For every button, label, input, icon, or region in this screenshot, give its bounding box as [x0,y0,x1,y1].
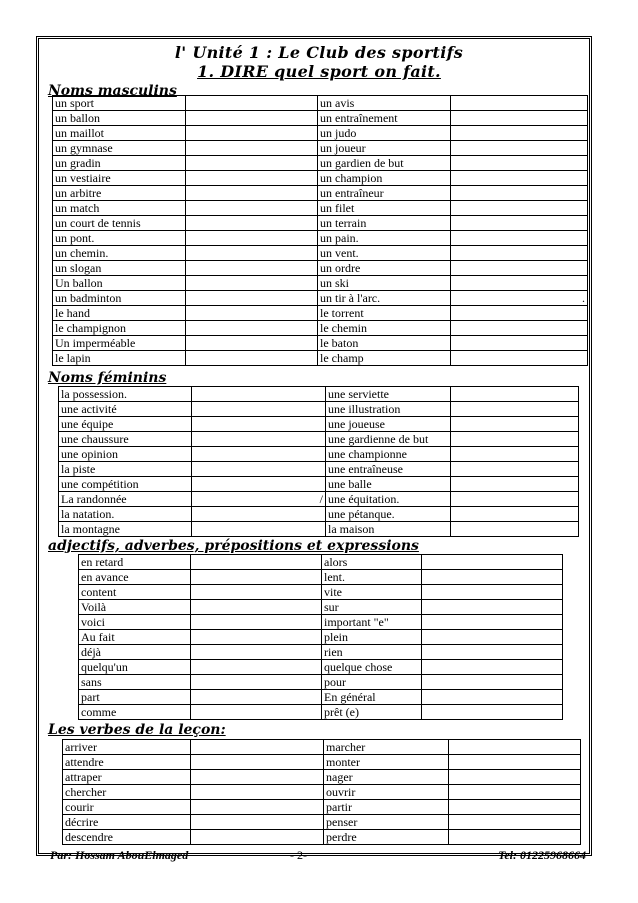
table-cell [422,555,563,570]
table-row [59,522,579,537]
section-heading-adjectifs: adjectifs, adverbes, prépositions et expressions [48,538,419,554]
table-cell: un tir à l'arc. [318,291,451,306]
table-cell: un ordre [318,261,451,276]
footer-author: Par: Hossam AbouElmaged [50,848,189,862]
table-cell: descendre [63,830,191,845]
table-cell: une gardienne de but [326,432,451,447]
table-cell: quelque chose [322,660,422,675]
table-row [59,432,579,447]
table-row [53,186,588,201]
table-cell [186,201,318,216]
table-cell [451,141,588,156]
table-cell [186,261,318,276]
table-cell [422,705,563,720]
table-cell [191,630,322,645]
table-cell [191,785,324,800]
vocab-table-verbes [62,739,581,845]
table-row [63,815,581,830]
table-cell [186,141,318,156]
table-cell [451,216,588,231]
section-heading-verbes: Les verbes de la leçon: [48,722,226,738]
table-cell [451,171,588,186]
table-cell [191,740,324,755]
table-cell: Voilà [79,600,191,615]
table-cell: un chemin. [53,246,186,261]
table-row [53,156,588,171]
table-row [53,276,588,291]
table-cell [451,336,588,351]
table-cell: un champion [318,171,451,186]
table-cell: courir [63,800,191,815]
table-cell [186,216,318,231]
table-cell: vite [322,585,422,600]
table-cell: sans [79,675,191,690]
table-cell: prêt (e) [322,705,422,720]
table-cell: un sport [53,96,186,111]
table-cell [191,675,322,690]
table-cell [191,600,322,615]
table-cell: la possession. [59,387,192,402]
table-row [63,785,581,800]
table-cell: voici [79,615,191,630]
table-cell [191,645,322,660]
table-cell: une opinion [59,447,192,462]
table-cell: une championne [326,447,451,462]
table-row [63,800,581,815]
table-cell: un vent. [318,246,451,261]
table-cell [191,755,324,770]
vocab-table-feminins [58,386,579,537]
table-cell: lent. [322,570,422,585]
table-cell: . [451,291,588,306]
table-cell: un filet [318,201,451,216]
table-cell [449,755,581,770]
table-row [79,615,563,630]
table-cell: pour [322,675,422,690]
table-cell: le lapin [53,351,186,366]
table-cell: arriver [63,740,191,755]
vocab-table-adjectifs [78,554,563,720]
table-cell: en retard [79,555,191,570]
table-cell [451,447,579,462]
table-cell [449,830,581,845]
table-row [59,507,579,522]
table-cell: monter [324,755,449,770]
table-cell: le baton [318,336,451,351]
table-cell: un gymnase [53,141,186,156]
table-cell: une compétition [59,477,192,492]
table-cell [191,570,322,585]
table-cell: une chaussure [59,432,192,447]
table-cell: le chemin [318,321,451,336]
table-row [53,216,588,231]
table-row [53,291,588,306]
table-cell: déjà [79,645,191,660]
table-cell [191,615,322,630]
table-cell [451,417,579,432]
table-cell: une illustration [326,402,451,417]
table-cell [191,585,322,600]
table-cell: alors [322,555,422,570]
table-cell [186,186,318,201]
table-cell [451,96,588,111]
table-cell [186,126,318,141]
table-cell [192,387,326,402]
table-cell [422,585,563,600]
table-row [53,141,588,156]
table-cell: une serviette [326,387,451,402]
table-cell [451,156,588,171]
table-row [53,306,588,321]
table-cell [451,351,588,366]
table-cell: sur [322,600,422,615]
table-cell [186,336,318,351]
table-cell [422,570,563,585]
section-heading-feminins: Noms féminins [48,370,167,386]
vocab-table-masculins [52,95,588,366]
table-cell: un arbitre [53,186,186,201]
table-row [79,630,563,645]
table-cell [192,432,326,447]
table-cell [186,96,318,111]
table-cell [192,462,326,477]
table-cell: Un imperméable [53,336,186,351]
table-cell: un judo [318,126,451,141]
table-cell [186,351,318,366]
table-cell: la piste [59,462,192,477]
table-cell [451,462,579,477]
table-row [53,321,588,336]
table-cell [186,276,318,291]
table-cell: plein [322,630,422,645]
table-row [53,96,588,111]
table-cell [191,705,322,720]
table-cell [451,306,588,321]
table-cell: une pétanque. [326,507,451,522]
table-cell: penser [324,815,449,830]
table-cell [192,477,326,492]
table-row [53,171,588,186]
table-cell [186,156,318,171]
table-cell: marcher [324,740,449,755]
table-cell [422,645,563,660]
table-row [59,477,579,492]
table-cell [449,740,581,755]
table-cell: attraper [63,770,191,785]
table-cell: un vestiaire [53,171,186,186]
table-cell: un maillot [53,126,186,141]
table-cell [191,555,322,570]
table-cell: un terrain [318,216,451,231]
table-row [53,261,588,276]
table-cell [191,660,322,675]
table-row [79,585,563,600]
table-cell [192,507,326,522]
table-cell: le torrent [318,306,451,321]
table-cell: décrire [63,815,191,830]
table-cell: nager [324,770,449,785]
table-cell: une équitation. [326,492,451,507]
table-cell [449,770,581,785]
table-cell [192,402,326,417]
table-cell [451,477,579,492]
table-cell: une joueuse [326,417,451,432]
table-cell: une équipe [59,417,192,432]
table-cell: quelqu'un [79,660,191,675]
table-cell: un pont. [53,231,186,246]
table-cell [451,231,588,246]
table-cell [191,815,324,830]
table-cell: le champ [318,351,451,366]
table-row [53,111,588,126]
table-cell: content [79,585,191,600]
table-row [79,690,563,705]
table-cell [451,492,579,507]
table-row [53,126,588,141]
table-cell [449,785,581,800]
table-cell [422,600,563,615]
table-cell [422,675,563,690]
table-cell: un slogan [53,261,186,276]
table-cell: perdre [324,830,449,845]
table-cell [186,171,318,186]
table-row [59,402,579,417]
table-cell: le champignon [53,321,186,336]
footer-page-number: - 2- [290,848,307,862]
section-heading-masculins: Noms masculins [48,83,177,99]
table-cell: chercher [63,785,191,800]
table-cell [451,402,579,417]
table-cell: un gradin [53,156,186,171]
table-cell: un badminton [53,291,186,306]
table-cell: un joueur [318,141,451,156]
table-cell: part [79,690,191,705]
table-cell [449,815,581,830]
table-cell: comme [79,705,191,720]
table-cell [422,660,563,675]
table-cell: une activité [59,402,192,417]
table-row [79,660,563,675]
table-cell [451,387,579,402]
table-cell [192,447,326,462]
table-cell [191,830,324,845]
table-cell: Un ballon [53,276,186,291]
table-cell: un match [53,201,186,216]
table-cell [186,306,318,321]
table-cell: un gardien de but [318,156,451,171]
table-cell [191,770,324,785]
lesson-title: 1. DIRE quel sport on fait. [197,62,441,81]
table-row [59,387,579,402]
table-cell [422,690,563,705]
table-row [63,740,581,755]
table-cell [451,432,579,447]
table-row [79,675,563,690]
table-row [59,492,579,507]
table-cell [451,507,579,522]
table-cell: la natation. [59,507,192,522]
table-cell: important "e" [322,615,422,630]
table-cell: le hand [53,306,186,321]
table-cell [186,111,318,126]
table-cell: Au fait [79,630,191,645]
table-cell [192,522,326,537]
table-row [59,447,579,462]
table-row [53,231,588,246]
footer-telephone: Tel: 01225968664 [498,848,586,862]
table-row [63,770,581,785]
table-row [53,336,588,351]
table-cell: un entraîneur [318,186,451,201]
table-row [63,830,581,845]
table-cell: la montagne [59,522,192,537]
table-cell: rien [322,645,422,660]
table-cell [451,276,588,291]
table-cell: un ski [318,276,451,291]
table-cell [422,615,563,630]
table-cell [449,800,581,815]
table-cell: un avis [318,96,451,111]
unit-title: l' Unité 1 : Le Club des sportifs [174,43,464,62]
table-cell: partir [324,800,449,815]
table-cell [451,246,588,261]
table-cell [422,630,563,645]
table-cell [451,111,588,126]
table-row [79,570,563,585]
table-cell [186,291,318,306]
table-cell [451,321,588,336]
table-row [79,600,563,615]
table-cell: un court de tennis [53,216,186,231]
table-row [79,705,563,720]
table-cell [186,231,318,246]
table-cell [451,201,588,216]
table-row [59,417,579,432]
table-cell: La randonnée [59,492,192,507]
table-row [79,645,563,660]
table-cell [192,417,326,432]
table-cell: un pain. [318,231,451,246]
table-cell: la maison [326,522,451,537]
table-cell [186,321,318,336]
table-row [53,351,588,366]
table-cell: En général [322,690,422,705]
table-cell: un entraînement [318,111,451,126]
table-cell [451,522,579,537]
table-cell: ouvrir [324,785,449,800]
table-row [63,755,581,770]
table-cell [191,690,322,705]
table-cell: / [192,492,326,507]
table-row [53,246,588,261]
table-cell: une balle [326,477,451,492]
table-row [53,201,588,216]
table-cell [451,126,588,141]
table-row [59,462,579,477]
table-row [79,555,563,570]
table-cell [186,246,318,261]
table-cell: un ballon [53,111,186,126]
table-cell [451,261,588,276]
table-cell [451,186,588,201]
table-cell: une entraîneuse [326,462,451,477]
table-cell: attendre [63,755,191,770]
table-cell [191,800,324,815]
table-cell: en avance [79,570,191,585]
